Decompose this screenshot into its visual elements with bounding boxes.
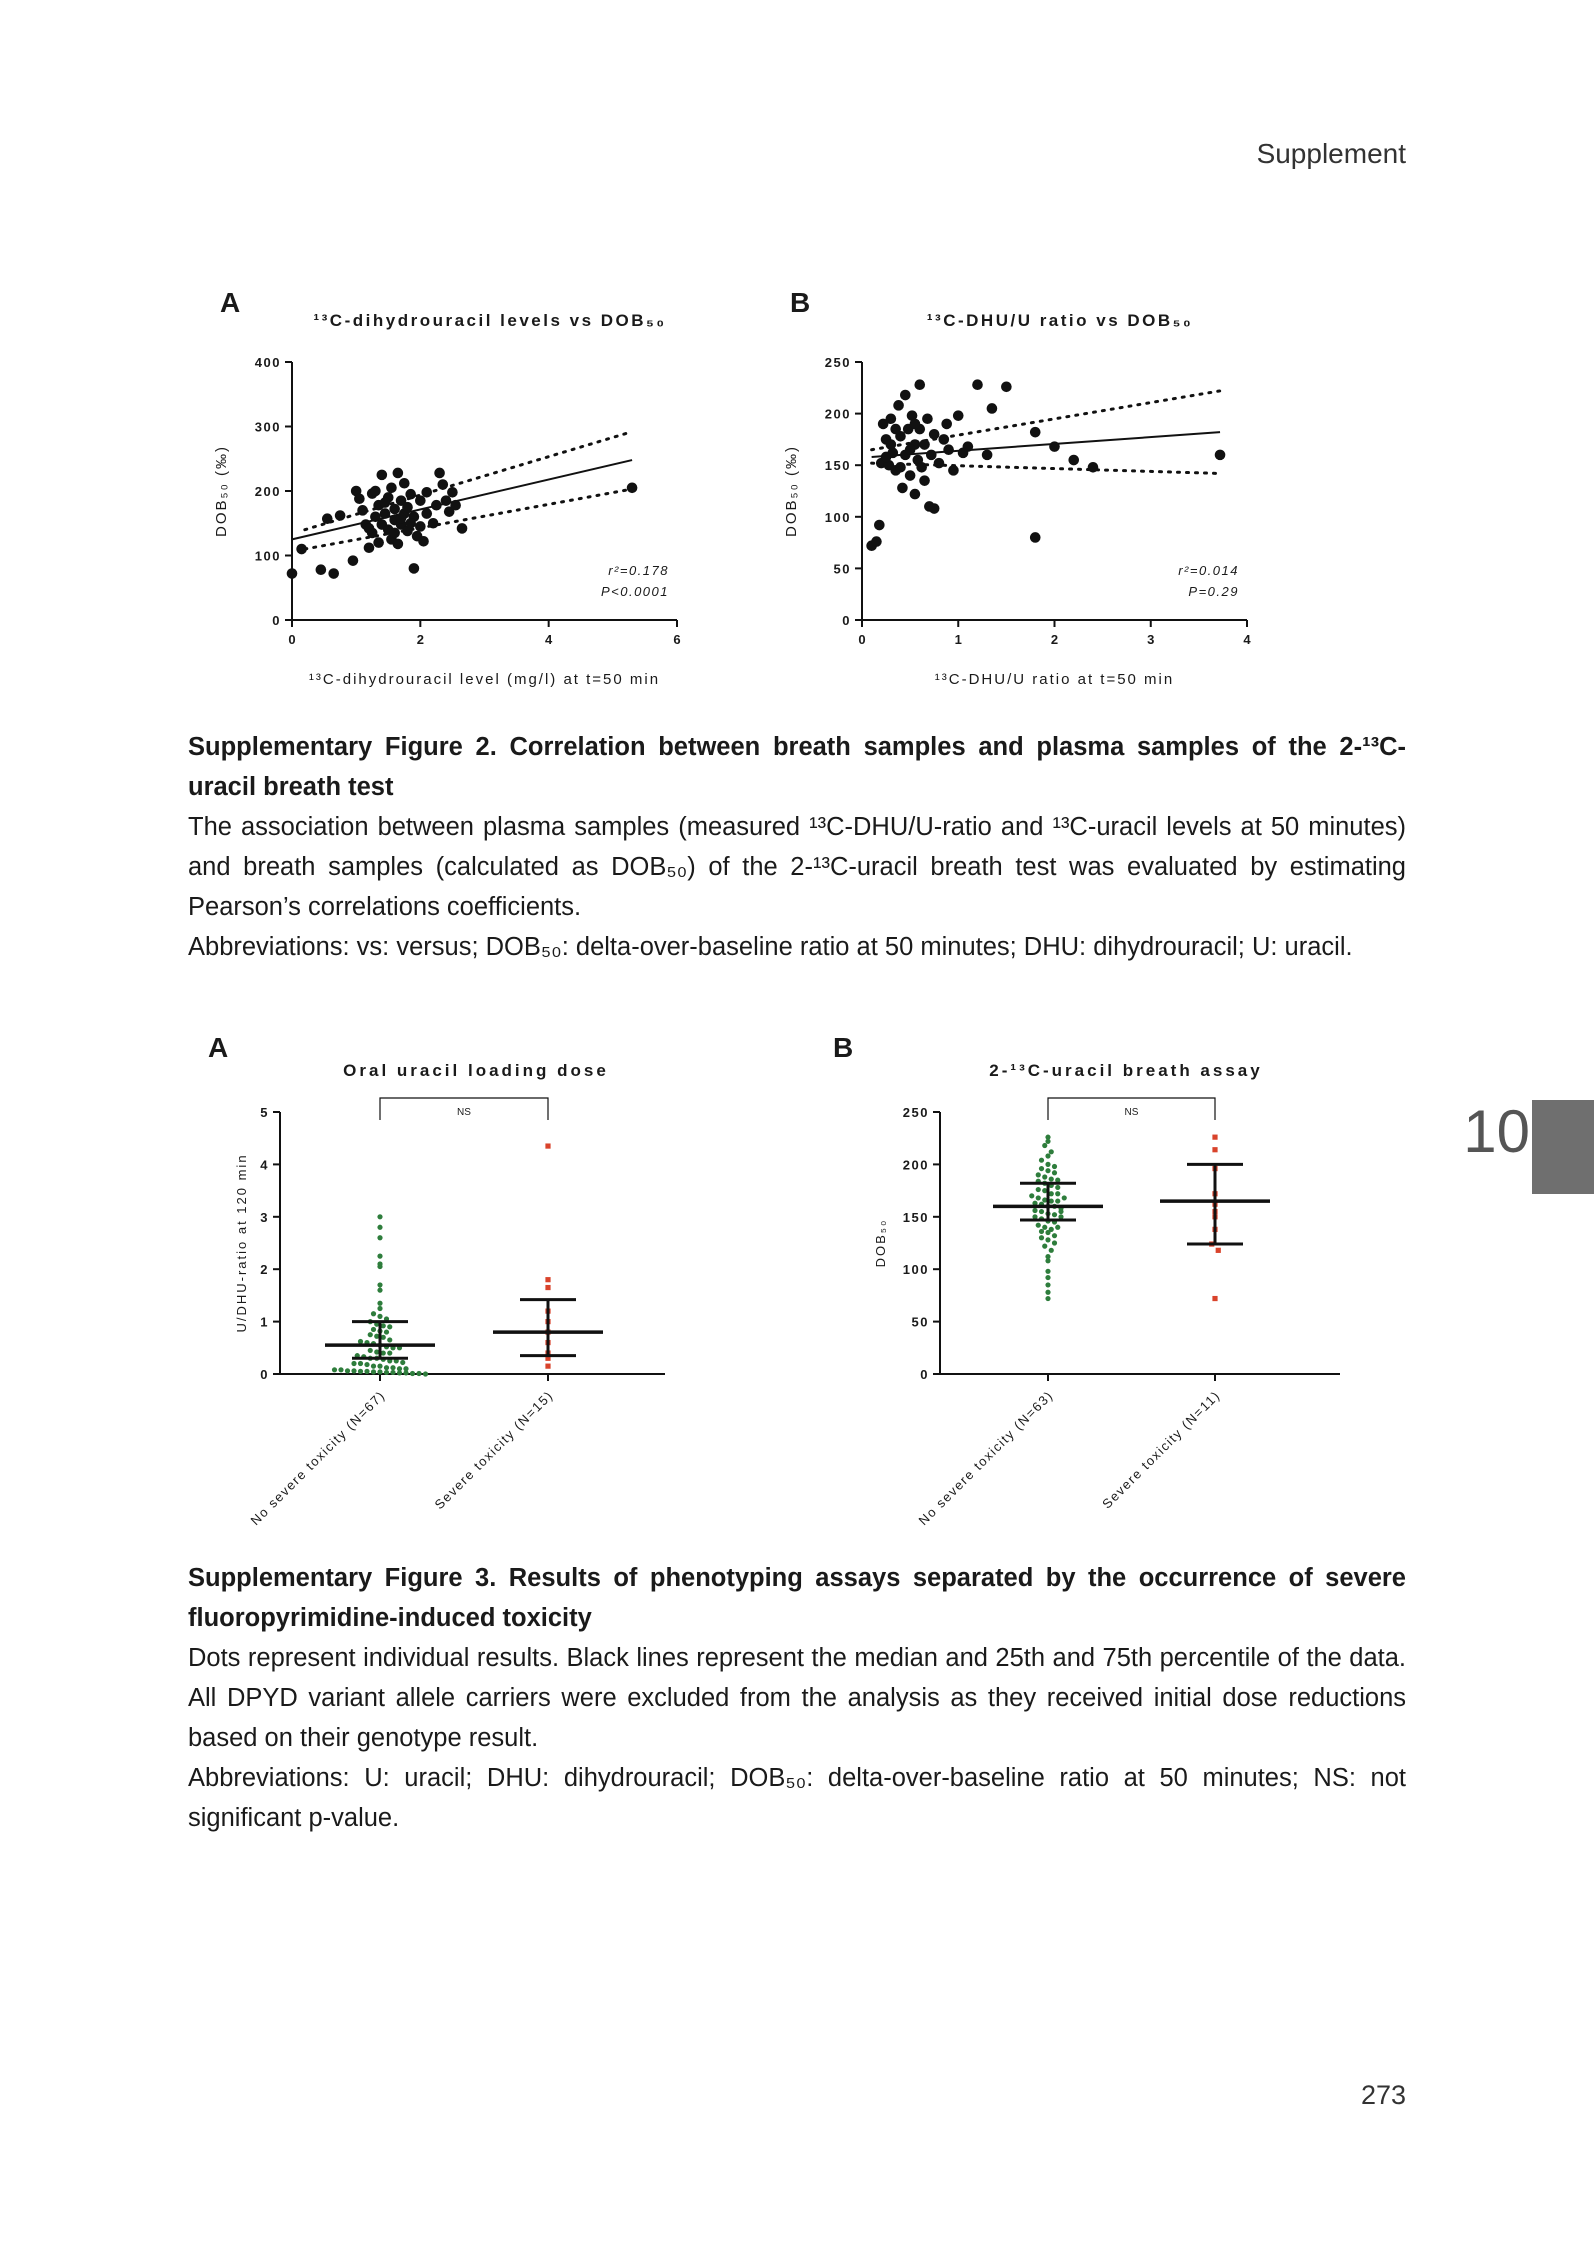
data-point: [380, 497, 391, 508]
y-tick-label: 200: [902, 1157, 929, 1173]
stat-p: P<0.0001: [600, 584, 669, 599]
data-point: [393, 468, 404, 479]
data-point: [316, 564, 327, 575]
y-tick-label: 300: [254, 419, 281, 435]
data-point: [1039, 1166, 1044, 1171]
data-point: [332, 1367, 337, 1372]
data-point: [1055, 1225, 1060, 1230]
data-point: [371, 1369, 376, 1374]
data-point: [948, 465, 959, 476]
data-point: [1036, 1223, 1041, 1228]
data-point: [1045, 1282, 1050, 1287]
data-point: [897, 483, 908, 494]
data-point: [874, 520, 885, 531]
data-point: [370, 486, 381, 497]
x-tick-label: 3: [1147, 632, 1155, 647]
data-point: [1045, 1275, 1050, 1280]
data-point: [939, 434, 950, 445]
y-tick-label: 100: [824, 509, 851, 525]
data-point: [1045, 1237, 1050, 1242]
data-point: [371, 1311, 376, 1316]
data-point: [434, 468, 445, 479]
data-point: [387, 1337, 392, 1342]
data-point: [377, 1314, 382, 1319]
data-point: [1049, 1176, 1054, 1181]
data-point: [428, 518, 439, 529]
x-axis-label: ¹³C-DHU/U ratio at t=50 min: [934, 671, 1175, 688]
data-point: [886, 413, 897, 424]
data-point: [409, 563, 420, 574]
data-point: [929, 503, 940, 514]
data-point: [1068, 455, 1079, 466]
data-point: [987, 403, 998, 414]
data-point: [1029, 1193, 1034, 1198]
data-point: [418, 536, 429, 547]
data-point: [390, 1365, 395, 1370]
data-point: [929, 429, 940, 440]
data-point: [941, 419, 952, 430]
data-point: [377, 1288, 382, 1293]
data-point: [1036, 1195, 1041, 1200]
data-point: [403, 1370, 408, 1375]
x-tick-label: 2: [416, 632, 424, 647]
data-point: [1030, 427, 1041, 438]
data-point: [387, 1350, 392, 1355]
data-point: [1042, 1174, 1047, 1179]
data-point: [354, 493, 365, 504]
data-point: [450, 500, 461, 511]
data-point: [377, 1235, 382, 1240]
data-point: [1045, 1258, 1050, 1263]
stat-p: P=0.29: [1188, 584, 1239, 599]
x-tick-label: 1: [954, 632, 962, 647]
data-point: [953, 410, 964, 421]
figure-2-caption-body: The association between plasma samples (measured ¹³C-DHU/U-ratio and ¹³C-uracil levels at 50 minutes) and breath samples (calculated as DOB₅₀) of the 2-¹³C-uracil breath test was evaluated by estimating Pearson’s correlations coefficients.: [188, 813, 1406, 921]
data-point: [1049, 1149, 1054, 1154]
x-tick-label: 2: [1050, 632, 1059, 647]
data-point: [421, 487, 432, 498]
y-tick-label: 150: [902, 1209, 929, 1225]
data-point: [982, 450, 993, 461]
data-point: [377, 1282, 382, 1287]
data-point: [377, 1254, 382, 1259]
data-point: [1042, 1225, 1047, 1230]
data-point: [1039, 1229, 1044, 1234]
data-point: [963, 441, 974, 452]
data-point: [922, 413, 933, 424]
data-point: [919, 439, 930, 450]
category-label: Severe toxicity (N=15): [431, 1387, 557, 1513]
data-point: [1045, 1296, 1050, 1301]
category-label: Severe toxicity (N=11): [1099, 1387, 1224, 1512]
data-point: [1039, 1158, 1044, 1163]
data-point: [1052, 1240, 1057, 1245]
y-tick-label: 400: [254, 355, 281, 370]
chapter-number: 10: [1463, 1098, 1530, 1165]
x-tick-label: 6: [673, 632, 681, 647]
data-point: [389, 528, 400, 539]
figure-2-caption: [188, 727, 1406, 967]
data-point: [1045, 1153, 1050, 1158]
data-point: [377, 1264, 382, 1269]
data-point: [910, 489, 921, 500]
data-point: [416, 1371, 421, 1376]
data-point: [1062, 1195, 1067, 1200]
y-axis-label: U/DHU-ratio at 120 min: [234, 1153, 249, 1333]
y-tick-label: 5: [260, 1105, 269, 1120]
data-point: [447, 487, 458, 498]
data-point: [364, 542, 375, 553]
data-point: [371, 1327, 376, 1332]
data-point: [1055, 1185, 1060, 1190]
y-tick-label: 0: [920, 1367, 929, 1382]
data-point: [1212, 1296, 1217, 1301]
figure-3b-chart: [815, 1030, 1355, 1570]
data-point: [1042, 1244, 1047, 1249]
significance-label: NS: [457, 1107, 471, 1118]
category-label: No severe toxicity (N=63): [915, 1387, 1057, 1529]
data-point: [545, 1364, 550, 1369]
data-point: [441, 495, 452, 506]
data-point: [386, 482, 397, 493]
data-point: [1052, 1170, 1057, 1175]
data-point: [1030, 532, 1041, 543]
y-axis-label: DOB₅₀ (‰): [783, 445, 800, 537]
data-point: [384, 1329, 389, 1334]
data-point: [415, 521, 426, 532]
y-tick-label: 250: [902, 1105, 929, 1120]
chart-title: Oral uracil loading dose: [343, 1061, 609, 1080]
data-point: [457, 523, 468, 534]
data-point: [402, 502, 413, 513]
data-point: [1052, 1164, 1057, 1169]
figure-2a-chart: [190, 280, 730, 700]
data-point: [345, 1368, 350, 1373]
data-point: [914, 379, 925, 390]
data-point: [627, 482, 638, 493]
y-tick-label: 3: [260, 1209, 269, 1225]
figure-3-caption-title: Supplementary Figure 3. Results of phenotyping assays separated by the occurrence of severe fluoropyrimidine-induced toxicity: [188, 1564, 1406, 1632]
data-point: [358, 1369, 363, 1374]
y-tick-label: 100: [902, 1262, 929, 1278]
page-number: 273: [1360, 2080, 1406, 2110]
stat-r2: r²=0.014: [1178, 563, 1239, 578]
data-point: [1045, 1139, 1050, 1144]
data-point: [322, 513, 333, 524]
chart-title: ¹³C-DHU/U ratio vs DOB₅₀: [926, 311, 1194, 330]
data-point: [545, 1285, 550, 1290]
figure-2-caption-title: Supplementary Figure 2. Correlation between breath samples and plasma samples of the 2-¹³C-uracil breath test: [188, 733, 1406, 801]
data-point: [423, 1371, 428, 1376]
data-point: [900, 390, 911, 401]
data-point: [377, 470, 388, 481]
data-point: [397, 1370, 402, 1375]
data-point: [405, 489, 416, 500]
data-point: [328, 568, 339, 579]
figure-2b-chart: [760, 280, 1300, 700]
y-axis-label: DOB₅₀ (‰): [213, 445, 230, 537]
y-tick-label: 200: [824, 406, 851, 422]
significance-label: NS: [1124, 1107, 1139, 1118]
data-point: [377, 1364, 382, 1369]
data-point: [1212, 1135, 1217, 1140]
y-tick-label: 50: [911, 1314, 929, 1330]
data-point: [384, 1370, 389, 1375]
y-tick-label: 2: [260, 1262, 269, 1278]
data-point: [287, 568, 298, 579]
x-tick-label: 4: [1243, 632, 1251, 647]
y-tick-label: 4: [260, 1157, 269, 1173]
data-point: [1058, 1209, 1063, 1214]
data-point: [396, 513, 407, 524]
x-axis-label: ¹³C-dihydrouracil level (mg/l) at t=50 min: [308, 671, 661, 688]
data-point: [871, 536, 882, 547]
data-point: [545, 1143, 550, 1148]
data-point: [393, 539, 404, 550]
chart-title: ¹³C-dihydrouracil levels vs DOB₅₀: [313, 311, 667, 330]
data-point: [1045, 1162, 1050, 1167]
data-point: [364, 523, 375, 534]
data-point: [1001, 381, 1012, 392]
data-point: [1049, 1248, 1054, 1253]
data-point: [399, 478, 410, 489]
data-point: [1055, 1198, 1060, 1203]
data-point: [910, 419, 921, 430]
data-point: [389, 504, 400, 515]
data-point: [335, 510, 346, 521]
data-point: [1045, 1290, 1050, 1295]
y-tick-label: 0: [842, 613, 851, 628]
data-point: [415, 495, 426, 506]
data-point: [545, 1277, 550, 1282]
data-point: [1215, 450, 1226, 461]
y-axis-label: DOB₅₀: [873, 1218, 888, 1268]
data-point: [405, 518, 416, 529]
data-point: [371, 1364, 376, 1369]
data-point: [421, 508, 432, 519]
data-point: [357, 505, 368, 516]
data-point: [1039, 1209, 1044, 1214]
data-point: [380, 508, 391, 519]
data-point: [1049, 441, 1060, 452]
data-point: [1045, 1168, 1050, 1173]
data-point: [1212, 1147, 1217, 1152]
data-point: [348, 555, 359, 566]
data-point: [1039, 1235, 1044, 1240]
data-point: [358, 1361, 363, 1366]
data-point: [400, 1360, 405, 1365]
data-point: [390, 1370, 395, 1375]
data-point: [377, 1214, 382, 1219]
data-point: [387, 1324, 392, 1329]
data-point: [377, 1225, 382, 1230]
data-point: [364, 1362, 369, 1367]
y-tick-label: 150: [824, 458, 851, 474]
data-point: [916, 462, 927, 473]
data-point: [373, 537, 384, 548]
data-point: [934, 458, 945, 469]
running-head: Supplement: [1256, 138, 1406, 169]
data-point: [972, 379, 983, 390]
y-tick-label: 0: [272, 613, 281, 628]
panel-label: A: [220, 287, 241, 318]
data-point: [893, 400, 904, 411]
y-tick-label: 1: [260, 1314, 269, 1330]
data-point: [377, 1301, 382, 1306]
data-point: [377, 1369, 382, 1374]
data-point: [338, 1367, 343, 1372]
figure-3-caption: [188, 1558, 1406, 1838]
data-point: [1045, 1269, 1050, 1274]
figure-3a-chart: [190, 1030, 710, 1570]
data-point: [384, 1365, 389, 1370]
y-tick-label: 250: [824, 355, 851, 370]
data-point: [351, 1368, 356, 1373]
data-point: [905, 444, 916, 455]
chart-title: 2-¹³C-uracil breath assay: [989, 1061, 1263, 1080]
data-point: [905, 470, 916, 481]
data-point: [881, 452, 892, 463]
data-point: [351, 1361, 356, 1366]
panel-label: B: [833, 1032, 854, 1063]
chapter-tab: [1532, 1100, 1594, 1194]
data-point: [358, 1339, 363, 1344]
data-point: [886, 439, 897, 450]
data-point: [368, 1348, 373, 1353]
data-point: [1052, 1212, 1057, 1217]
data-point: [1032, 1208, 1037, 1213]
data-point: [364, 1369, 369, 1374]
x-tick-label: 4: [545, 632, 553, 647]
data-point: [1052, 1233, 1057, 1238]
category-label: No severe toxicity (N=67): [247, 1387, 389, 1529]
data-point: [1088, 462, 1099, 473]
data-point: [890, 424, 901, 435]
ci-upper-line: [305, 432, 632, 530]
data-point: [919, 475, 930, 486]
panel-label: A: [208, 1032, 229, 1063]
panel-label: B: [790, 287, 811, 318]
data-point: [926, 450, 937, 461]
data-point: [1036, 1187, 1041, 1192]
data-point: [368, 1332, 373, 1337]
data-point: [1036, 1172, 1041, 1177]
data-point: [437, 479, 448, 490]
data-point: [1216, 1248, 1221, 1253]
data-point: [943, 444, 954, 455]
y-tick-label: 0: [260, 1367, 269, 1382]
x-tick-label: 0: [858, 632, 866, 647]
y-tick-label: 200: [254, 484, 281, 499]
data-point: [296, 544, 307, 555]
data-point: [410, 1371, 415, 1376]
stat-r2: r²=0.178: [608, 563, 669, 578]
y-tick-label: 50: [833, 561, 851, 577]
figure-2-abbreviations: Abbreviations: vs: versus; DOB₅₀: delta-over-baseline ratio at 50 minutes; DHU: dihydrouracil; U: uracil.: [188, 933, 1353, 961]
figure-3-caption-body: Dots represent individual results. Black lines represent the median and 25th and 75th percentile of the data. All DPYD variant allele carriers were excluded from the analysis as they received initial dose reductions based on their genotype result.: [188, 1644, 1406, 1752]
data-point: [1042, 1143, 1047, 1148]
data-point: [377, 1306, 382, 1311]
data-point: [431, 500, 442, 511]
figure-3-abbreviations: Abbreviations: U: uracil; DHU: dihydrouracil; DOB₅₀: delta-over-baseline ratio at 50 minutes; NS: not significant p-value.: [188, 1764, 1406, 1832]
y-tick-label: 100: [254, 548, 281, 564]
data-point: [895, 462, 906, 473]
data-point: [1055, 1191, 1060, 1196]
data-point: [1045, 1230, 1050, 1235]
x-tick-label: 0: [288, 632, 296, 647]
